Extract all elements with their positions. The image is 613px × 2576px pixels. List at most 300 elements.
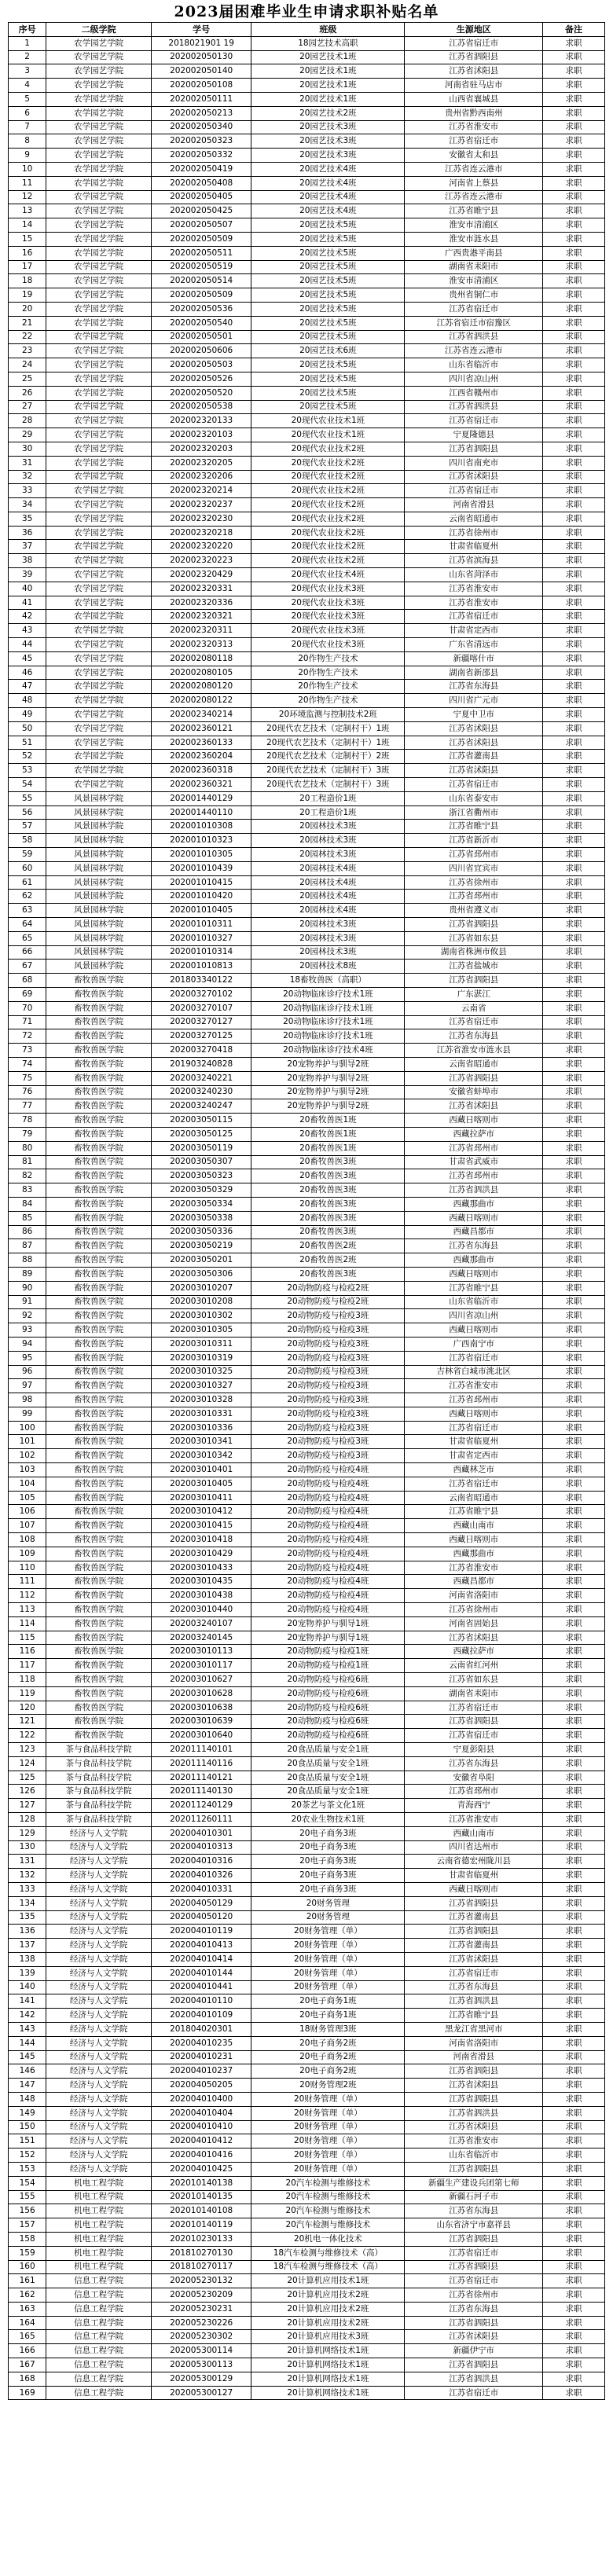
note-cell: 求职 <box>542 260 604 274</box>
origin-cell: 江苏省淮安市 <box>405 1813 542 1827</box>
note-cell: 求职 <box>542 2274 604 2288</box>
note-cell: 求职 <box>542 694 604 708</box>
class-cell: 20畜牧兽医2班 <box>251 1239 405 1253</box>
table-row <box>9 638 605 652</box>
table-row <box>9 484 605 498</box>
student-id-cell: 202004050129 <box>152 1896 251 1910</box>
class-cell: 20现代农艺技术（定制村干）1班 <box>251 721 405 736</box>
college-cell: 农学园艺学院 <box>46 721 152 736</box>
origin-cell: 江苏省泗阳县 <box>405 1715 542 1729</box>
table-row <box>9 1799 605 1813</box>
note-cell: 求职 <box>542 428 604 442</box>
college-cell: 畜牧兽医学院 <box>46 1701 152 1715</box>
row-index: 58 <box>9 834 46 848</box>
note-cell: 求职 <box>542 1085 604 1099</box>
class-cell: 20畜牧兽医3班 <box>251 1183 405 1198</box>
student-id-cell: 202003240221 <box>152 1071 251 1085</box>
origin-cell: 甘肃省临夏州 <box>405 540 542 554</box>
college-cell: 畜牧兽医学院 <box>46 1155 152 1169</box>
note-cell: 求职 <box>542 1295 604 1309</box>
table-row <box>9 36 605 50</box>
student-id-cell: 202002320214 <box>152 484 251 498</box>
origin-cell: 江苏省沭阳县 <box>405 764 542 778</box>
student-id-cell: 202004010400 <box>152 2092 251 2106</box>
student-id-cell: 202004010231 <box>152 2050 251 2064</box>
row-index: 7 <box>9 120 46 134</box>
origin-cell: 江苏省滨海县 <box>405 554 542 568</box>
class-cell: 20动物临床诊疗技术1班 <box>251 1015 405 1029</box>
class-cell: 18畜牧兽医（高职） <box>251 974 405 988</box>
origin-cell: 广东湛江 <box>405 987 542 1001</box>
student-id-cell: 202010230133 <box>152 2232 251 2246</box>
college-cell: 农学园艺学院 <box>46 232 152 246</box>
college-cell: 畜牧兽医学院 <box>46 1407 152 1421</box>
table-row <box>9 1044 605 1058</box>
note-cell: 求职 <box>542 1365 604 1379</box>
note-cell: 求职 <box>542 1729 604 1743</box>
college-cell: 机电工程学院 <box>46 2204 152 2218</box>
note-cell: 求职 <box>542 1743 604 1757</box>
table-row <box>9 1533 605 1547</box>
row-index: 126 <box>9 1785 46 1799</box>
note-cell: 求职 <box>542 1994 604 2009</box>
student-id-cell: 202001010439 <box>152 861 251 875</box>
note-cell: 求职 <box>542 456 604 470</box>
origin-cell: 江苏省宿迁市 <box>405 1729 542 1743</box>
class-cell: 20园林技术3班 <box>251 931 405 945</box>
origin-cell: 新疆生产建设兵团第七师 <box>405 2176 542 2190</box>
table-row <box>9 2050 605 2064</box>
table-row <box>9 288 605 303</box>
college-cell: 农学园艺学院 <box>46 302 152 316</box>
student-id-cell: 202003050329 <box>152 1183 251 1198</box>
student-id-cell: 202005230231 <box>152 2302 251 2316</box>
note-cell: 求职 <box>542 2372 604 2386</box>
note-cell: 求职 <box>542 1799 604 1813</box>
note-cell: 求职 <box>542 1183 604 1198</box>
row-index: 143 <box>9 2022 46 2036</box>
class-cell: 20动物临床诊疗技术4班 <box>251 1044 405 1058</box>
origin-cell: 四川省广元市 <box>405 694 542 708</box>
origin-cell: 江苏省连云港市 <box>405 344 542 358</box>
student-id-cell: 202002360121 <box>152 721 251 736</box>
student-id-cell: 202003240247 <box>152 1099 251 1114</box>
class-cell: 20作物生产技术 <box>251 666 405 680</box>
class-cell: 20工程造价1班 <box>251 791 405 805</box>
college-cell: 风景园林学院 <box>46 960 152 974</box>
note-cell: 求职 <box>542 2288 604 2303</box>
note-cell: 求职 <box>542 1952 604 1966</box>
note-cell: 求职 <box>542 2162 604 2176</box>
origin-cell: 四川省达州市 <box>405 1840 542 1855</box>
row-index: 27 <box>9 400 46 414</box>
college-cell: 机电工程学院 <box>46 2246 152 2260</box>
table-row <box>9 1295 605 1309</box>
note-cell: 求职 <box>542 1044 604 1058</box>
origin-cell: 江苏省邳州市 <box>405 848 542 862</box>
college-cell: 畜牧兽医学院 <box>46 1211 152 1225</box>
note-cell: 求职 <box>542 2344 604 2358</box>
student-id-cell: 202003010440 <box>152 1603 251 1617</box>
origin-cell: 山西省襄城县 <box>405 92 542 106</box>
origin-cell: 江苏省宿迁市 <box>405 1421 542 1435</box>
student-id-cell: 202001010308 <box>152 820 251 834</box>
note-cell: 求职 <box>542 1575 604 1589</box>
row-index: 140 <box>9 1980 46 1994</box>
student-id-cell: 202005300113 <box>152 2358 251 2372</box>
row-index: 119 <box>9 1686 46 1701</box>
note-cell: 求职 <box>542 875 604 890</box>
table-row <box>9 2079 605 2093</box>
note-cell: 求职 <box>542 1925 604 1939</box>
table-row <box>9 2288 605 2303</box>
row-index: 161 <box>9 2274 46 2288</box>
class-cell: 20动物防疫与检疫4班 <box>251 1589 405 1603</box>
row-index: 57 <box>9 820 46 834</box>
college-cell: 畜牧兽医学院 <box>46 1477 152 1491</box>
origin-cell: 江苏省沭阳县 <box>405 2330 542 2344</box>
origin-cell: 黑龙江省黑河市 <box>405 2022 542 2036</box>
college-cell: 茶与食品科技学院 <box>46 1771 152 1785</box>
table-row <box>9 1826 605 1840</box>
class-cell: 20现代农业技术3班 <box>251 582 405 596</box>
class-cell: 20动物防疫与检疫1班 <box>251 1659 405 1673</box>
table-row <box>9 2218 605 2233</box>
table-row <box>9 218 605 233</box>
origin-cell: 西藏拉萨市 <box>405 1127 542 1141</box>
class-cell: 18汽车检测与维修技术（高） <box>251 2260 405 2274</box>
college-cell: 经济与人文学院 <box>46 1925 152 1939</box>
college-cell: 畜牧兽医学院 <box>46 1281 152 1295</box>
note-cell: 求职 <box>542 1015 604 1029</box>
student-id-cell: 202003010319 <box>152 1351 251 1365</box>
origin-cell: 安徽省太和县 <box>405 149 542 163</box>
student-id-cell: 202003240230 <box>152 1085 251 1099</box>
college-cell: 农学园艺学院 <box>46 526 152 540</box>
table-row <box>9 512 605 526</box>
table-row <box>9 861 605 875</box>
note-cell: 求职 <box>542 246 604 260</box>
class-cell: 20园林技术3班 <box>251 848 405 862</box>
table-row <box>9 1813 605 1827</box>
college-cell: 畜牧兽医学院 <box>46 1267 152 1281</box>
row-index: 20 <box>9 302 46 316</box>
row-index: 21 <box>9 316 46 330</box>
row-index: 9 <box>9 149 46 163</box>
class-cell: 20作物生产技术 <box>251 694 405 708</box>
note-cell: 求职 <box>542 442 604 456</box>
row-index: 139 <box>9 1966 46 1980</box>
college-cell: 畜牧兽医学院 <box>46 1729 152 1743</box>
class-cell: 20园艺技术6班 <box>251 344 405 358</box>
college-cell: 经济与人文学院 <box>46 2022 152 2036</box>
college-cell: 茶与食品科技学院 <box>46 1799 152 1813</box>
row-index: 12 <box>9 190 46 204</box>
table-row <box>9 610 605 624</box>
page <box>8 0 605 2400</box>
origin-cell: 江苏省宿迁市 <box>405 1477 542 1491</box>
note-cell: 求职 <box>542 1057 604 1071</box>
table-row <box>9 414 605 428</box>
class-cell: 20财务管理（单） <box>251 1980 405 1994</box>
origin-cell: 江苏省泗阳县 <box>405 1925 542 1939</box>
row-index: 150 <box>9 2120 46 2134</box>
row-index: 141 <box>9 1994 46 2009</box>
origin-cell: 江苏省东海县 <box>405 1029 542 1044</box>
college-cell: 畜牧兽医学院 <box>46 1365 152 1379</box>
row-index: 53 <box>9 764 46 778</box>
class-cell: 20财务管理（单） <box>251 2106 405 2120</box>
college-cell: 农学园艺学院 <box>46 764 152 778</box>
note-cell: 求职 <box>542 1477 604 1491</box>
college-cell: 农学园艺学院 <box>46 554 152 568</box>
college-cell: 畜牧兽医学院 <box>46 1015 152 1029</box>
table-row <box>9 1840 605 1855</box>
table-row <box>9 2106 605 2120</box>
row-index: 65 <box>9 931 46 945</box>
student-id-cell: 202004010109 <box>152 2009 251 2023</box>
college-cell: 畜牧兽医学院 <box>46 1057 152 1071</box>
student-id-cell: 202003270127 <box>152 1015 251 1029</box>
table-row <box>9 400 605 414</box>
class-cell: 20园艺技术2班 <box>251 106 405 120</box>
college-cell: 农学园艺学院 <box>46 260 152 274</box>
note-cell: 求职 <box>542 974 604 988</box>
origin-cell: 江苏省宿迁市 <box>405 484 542 498</box>
row-index: 84 <box>9 1197 46 1211</box>
college-cell: 农学园艺学院 <box>46 638 152 652</box>
student-id-cell: 202001010305 <box>152 848 251 862</box>
note-cell: 求职 <box>542 106 604 120</box>
student-id-cell: 202004010404 <box>152 2106 251 2120</box>
row-index: 10 <box>9 162 46 176</box>
college-cell: 农学园艺学院 <box>46 386 152 400</box>
row-index: 113 <box>9 1603 46 1617</box>
college-cell: 农学园艺学院 <box>46 79 152 93</box>
college-cell: 风景园林学院 <box>46 945 152 960</box>
class-cell: 20宠物养护与驯导2班 <box>251 1099 405 1114</box>
origin-cell: 云南省德宏州陇川县 <box>405 1855 542 1869</box>
row-index: 36 <box>9 526 46 540</box>
table-row <box>9 1169 605 1183</box>
student-id-cell: 202005230209 <box>152 2288 251 2303</box>
college-cell: 风景园林学院 <box>46 820 152 834</box>
origin-cell: 甘肃省定西市 <box>405 1449 542 1463</box>
table-row <box>9 344 605 358</box>
college-cell: 经济与人文学院 <box>46 2149 152 2163</box>
origin-cell: 江苏省泗阳县 <box>405 974 542 988</box>
note-cell: 求职 <box>542 204 604 218</box>
class-cell: 20园艺技术5班 <box>251 330 405 344</box>
class-cell: 20计算机应用技术2班 <box>251 2302 405 2316</box>
row-index: 60 <box>9 861 46 875</box>
row-index: 129 <box>9 1826 46 1840</box>
origin-cell: 江苏省泗阳县 <box>405 1071 542 1085</box>
college-cell: 畜牧兽医学院 <box>46 1044 152 1058</box>
college-cell: 畜牧兽医学院 <box>46 1603 152 1617</box>
origin-cell: 浙江省衢州市 <box>405 805 542 820</box>
class-cell: 20畜牧兽医3班 <box>251 1267 405 1281</box>
origin-cell: 江苏省泗阳县 <box>405 2064 542 2079</box>
student-id-cell: 202001010405 <box>152 904 251 918</box>
origin-cell: 广东省清远市 <box>405 638 542 652</box>
college-cell: 农学园艺学院 <box>46 330 152 344</box>
college-cell: 畜牧兽医学院 <box>46 1631 152 1645</box>
note-cell: 求职 <box>542 1463 604 1477</box>
note-cell: 求职 <box>542 1449 604 1463</box>
origin-cell: 江苏省睢宁县 <box>405 820 542 834</box>
note-cell: 求职 <box>542 1910 604 1925</box>
note-cell: 求职 <box>542 302 604 316</box>
origin-cell: 江苏省徐州市 <box>405 526 542 540</box>
row-index: 110 <box>9 1561 46 1575</box>
origin-cell: 河南省滑县 <box>405 498 542 512</box>
origin-cell: 湖南省株洲市攸县 <box>405 945 542 960</box>
college-cell: 畜牧兽医学院 <box>46 1099 152 1114</box>
table-row <box>9 568 605 582</box>
student-id-cell: 202003010325 <box>152 1365 251 1379</box>
student-id-cell: 201810270117 <box>152 2260 251 2274</box>
table-row <box>9 1211 605 1225</box>
note-cell: 求职 <box>542 861 604 875</box>
table-row <box>9 204 605 218</box>
note-cell: 求职 <box>542 2190 604 2204</box>
class-cell: 20现代农业技术2班 <box>251 498 405 512</box>
college-cell: 农学园艺学院 <box>46 456 152 470</box>
class-cell: 20园艺技术5班 <box>251 386 405 400</box>
student-id-cell: 202010140138 <box>152 2176 251 2190</box>
class-cell: 20动物防疫与检疫3班 <box>251 1379 405 1393</box>
class-cell: 20现代农业技术3班 <box>251 624 405 638</box>
college-cell: 畜牧兽医学院 <box>46 1309 152 1323</box>
college-cell: 畜牧兽医学院 <box>46 1645 152 1659</box>
class-cell: 20畜牧兽医3班 <box>251 1225 405 1239</box>
college-cell: 畜牧兽医学院 <box>46 1253 152 1268</box>
row-index: 17 <box>9 260 46 274</box>
class-cell: 20畜牧兽医3班 <box>251 1155 405 1169</box>
row-index: 71 <box>9 1015 46 1029</box>
table-row <box>9 358 605 372</box>
student-id-cell: 202004010237 <box>152 2064 251 2079</box>
row-index: 111 <box>9 1575 46 1589</box>
college-cell: 经济与人文学院 <box>46 2092 152 2106</box>
note-cell: 求职 <box>542 1421 604 1435</box>
note-cell: 求职 <box>542 1127 604 1141</box>
row-index: 121 <box>9 1715 46 1729</box>
college-cell: 畜牧兽医学院 <box>46 1561 152 1575</box>
row-index: 134 <box>9 1896 46 1910</box>
class-cell: 20动物防疫与检疫6班 <box>251 1686 405 1701</box>
table-row <box>9 190 605 204</box>
student-id-cell: 202001010327 <box>152 931 251 945</box>
student-id-cell: 202002050419 <box>152 162 251 176</box>
row-index: 38 <box>9 554 46 568</box>
note-cell: 求职 <box>542 848 604 862</box>
college-cell: 畜牧兽医学院 <box>46 1001 152 1015</box>
class-cell: 20畜牧兽医1班 <box>251 1141 405 1155</box>
origin-cell: 广西南宁市 <box>405 1337 542 1351</box>
table-row <box>9 386 605 400</box>
row-index: 101 <box>9 1435 46 1449</box>
student-id-cell: 202010140108 <box>152 2204 251 2218</box>
student-id-cell: 202005230226 <box>152 2316 251 2330</box>
note-cell: 求职 <box>542 1099 604 1114</box>
origin-cell: 江苏省新沂市 <box>405 834 542 848</box>
origin-cell: 江苏省沭阳县 <box>405 736 542 750</box>
note-cell: 求职 <box>542 1155 604 1169</box>
origin-cell: 江苏省盐城市 <box>405 960 542 974</box>
college-cell: 畜牧兽医学院 <box>46 1463 152 1477</box>
class-cell: 20现代农业技术2班 <box>251 470 405 484</box>
row-index: 91 <box>9 1295 46 1309</box>
class-cell: 20动物防疫与检疫3班 <box>251 1365 405 1379</box>
class-cell: 20汽车检测与维修技术 <box>251 2218 405 2233</box>
note-cell: 求职 <box>542 834 604 848</box>
row-index: 63 <box>9 904 46 918</box>
class-cell: 20园艺技术5班 <box>251 232 405 246</box>
college-cell: 风景园林学院 <box>46 834 152 848</box>
origin-cell: 西藏日喀则市 <box>405 1211 542 1225</box>
note-cell: 求职 <box>542 1379 604 1393</box>
class-cell: 20动物防疫与检疫3班 <box>251 1309 405 1323</box>
origin-cell: 江苏省宿迁市 <box>405 610 542 624</box>
note-cell: 求职 <box>542 400 604 414</box>
note-cell: 求职 <box>542 484 604 498</box>
table-row <box>9 1239 605 1253</box>
table-row <box>9 2316 605 2330</box>
note-cell: 求职 <box>542 2358 604 2372</box>
class-cell: 20现代农艺技术（定制村干）3班 <box>251 764 405 778</box>
row-index: 115 <box>9 1631 46 1645</box>
college-cell: 畜牧兽医学院 <box>46 1421 152 1435</box>
origin-cell: 江苏省宿迁市 <box>405 1015 542 1029</box>
college-cell: 风景园林学院 <box>46 875 152 890</box>
row-index: 59 <box>9 848 46 862</box>
student-id-cell: 202011140101 <box>152 1743 251 1757</box>
note-cell: 求职 <box>542 638 604 652</box>
note-cell: 求职 <box>542 64 604 79</box>
table-row <box>9 176 605 190</box>
note-cell: 求职 <box>542 1323 604 1338</box>
student-id-cell: 202004010413 <box>152 1939 251 1953</box>
college-cell: 农学园艺学院 <box>46 428 152 442</box>
note-cell: 求职 <box>542 218 604 233</box>
class-cell: 20动物防疫与检疫4班 <box>251 1477 405 1491</box>
college-cell: 风景园林学院 <box>46 904 152 918</box>
student-id-cell: 202002320331 <box>152 582 251 596</box>
student-id-cell: 202002320218 <box>152 526 251 540</box>
table-row <box>9 1351 605 1365</box>
college-cell: 畜牧兽医学院 <box>46 1029 152 1044</box>
origin-cell: 江苏省泗洪县 <box>405 2372 542 2386</box>
table-row <box>9 1519 605 1533</box>
origin-cell: 甘肃省临夏州 <box>405 1869 542 1883</box>
row-index: 55 <box>9 791 46 805</box>
origin-cell: 青海西宁 <box>405 1799 542 1813</box>
row-index: 156 <box>9 2204 46 2218</box>
origin-cell: 江苏省邳州市 <box>405 1393 542 1407</box>
table-row <box>9 1575 605 1589</box>
class-cell: 20园艺技术5班 <box>251 260 405 274</box>
class-cell: 20动物防疫与检疫4班 <box>251 1603 405 1617</box>
origin-cell: 西藏日喀则市 <box>405 1533 542 1547</box>
note-cell: 求职 <box>542 1337 604 1351</box>
table-row <box>9 134 605 149</box>
class-cell: 20畜牧兽医2班 <box>251 1253 405 1268</box>
college-cell: 农学园艺学院 <box>46 149 152 163</box>
origin-cell: 江苏省宿迁市 <box>405 36 542 50</box>
table-row <box>9 302 605 316</box>
